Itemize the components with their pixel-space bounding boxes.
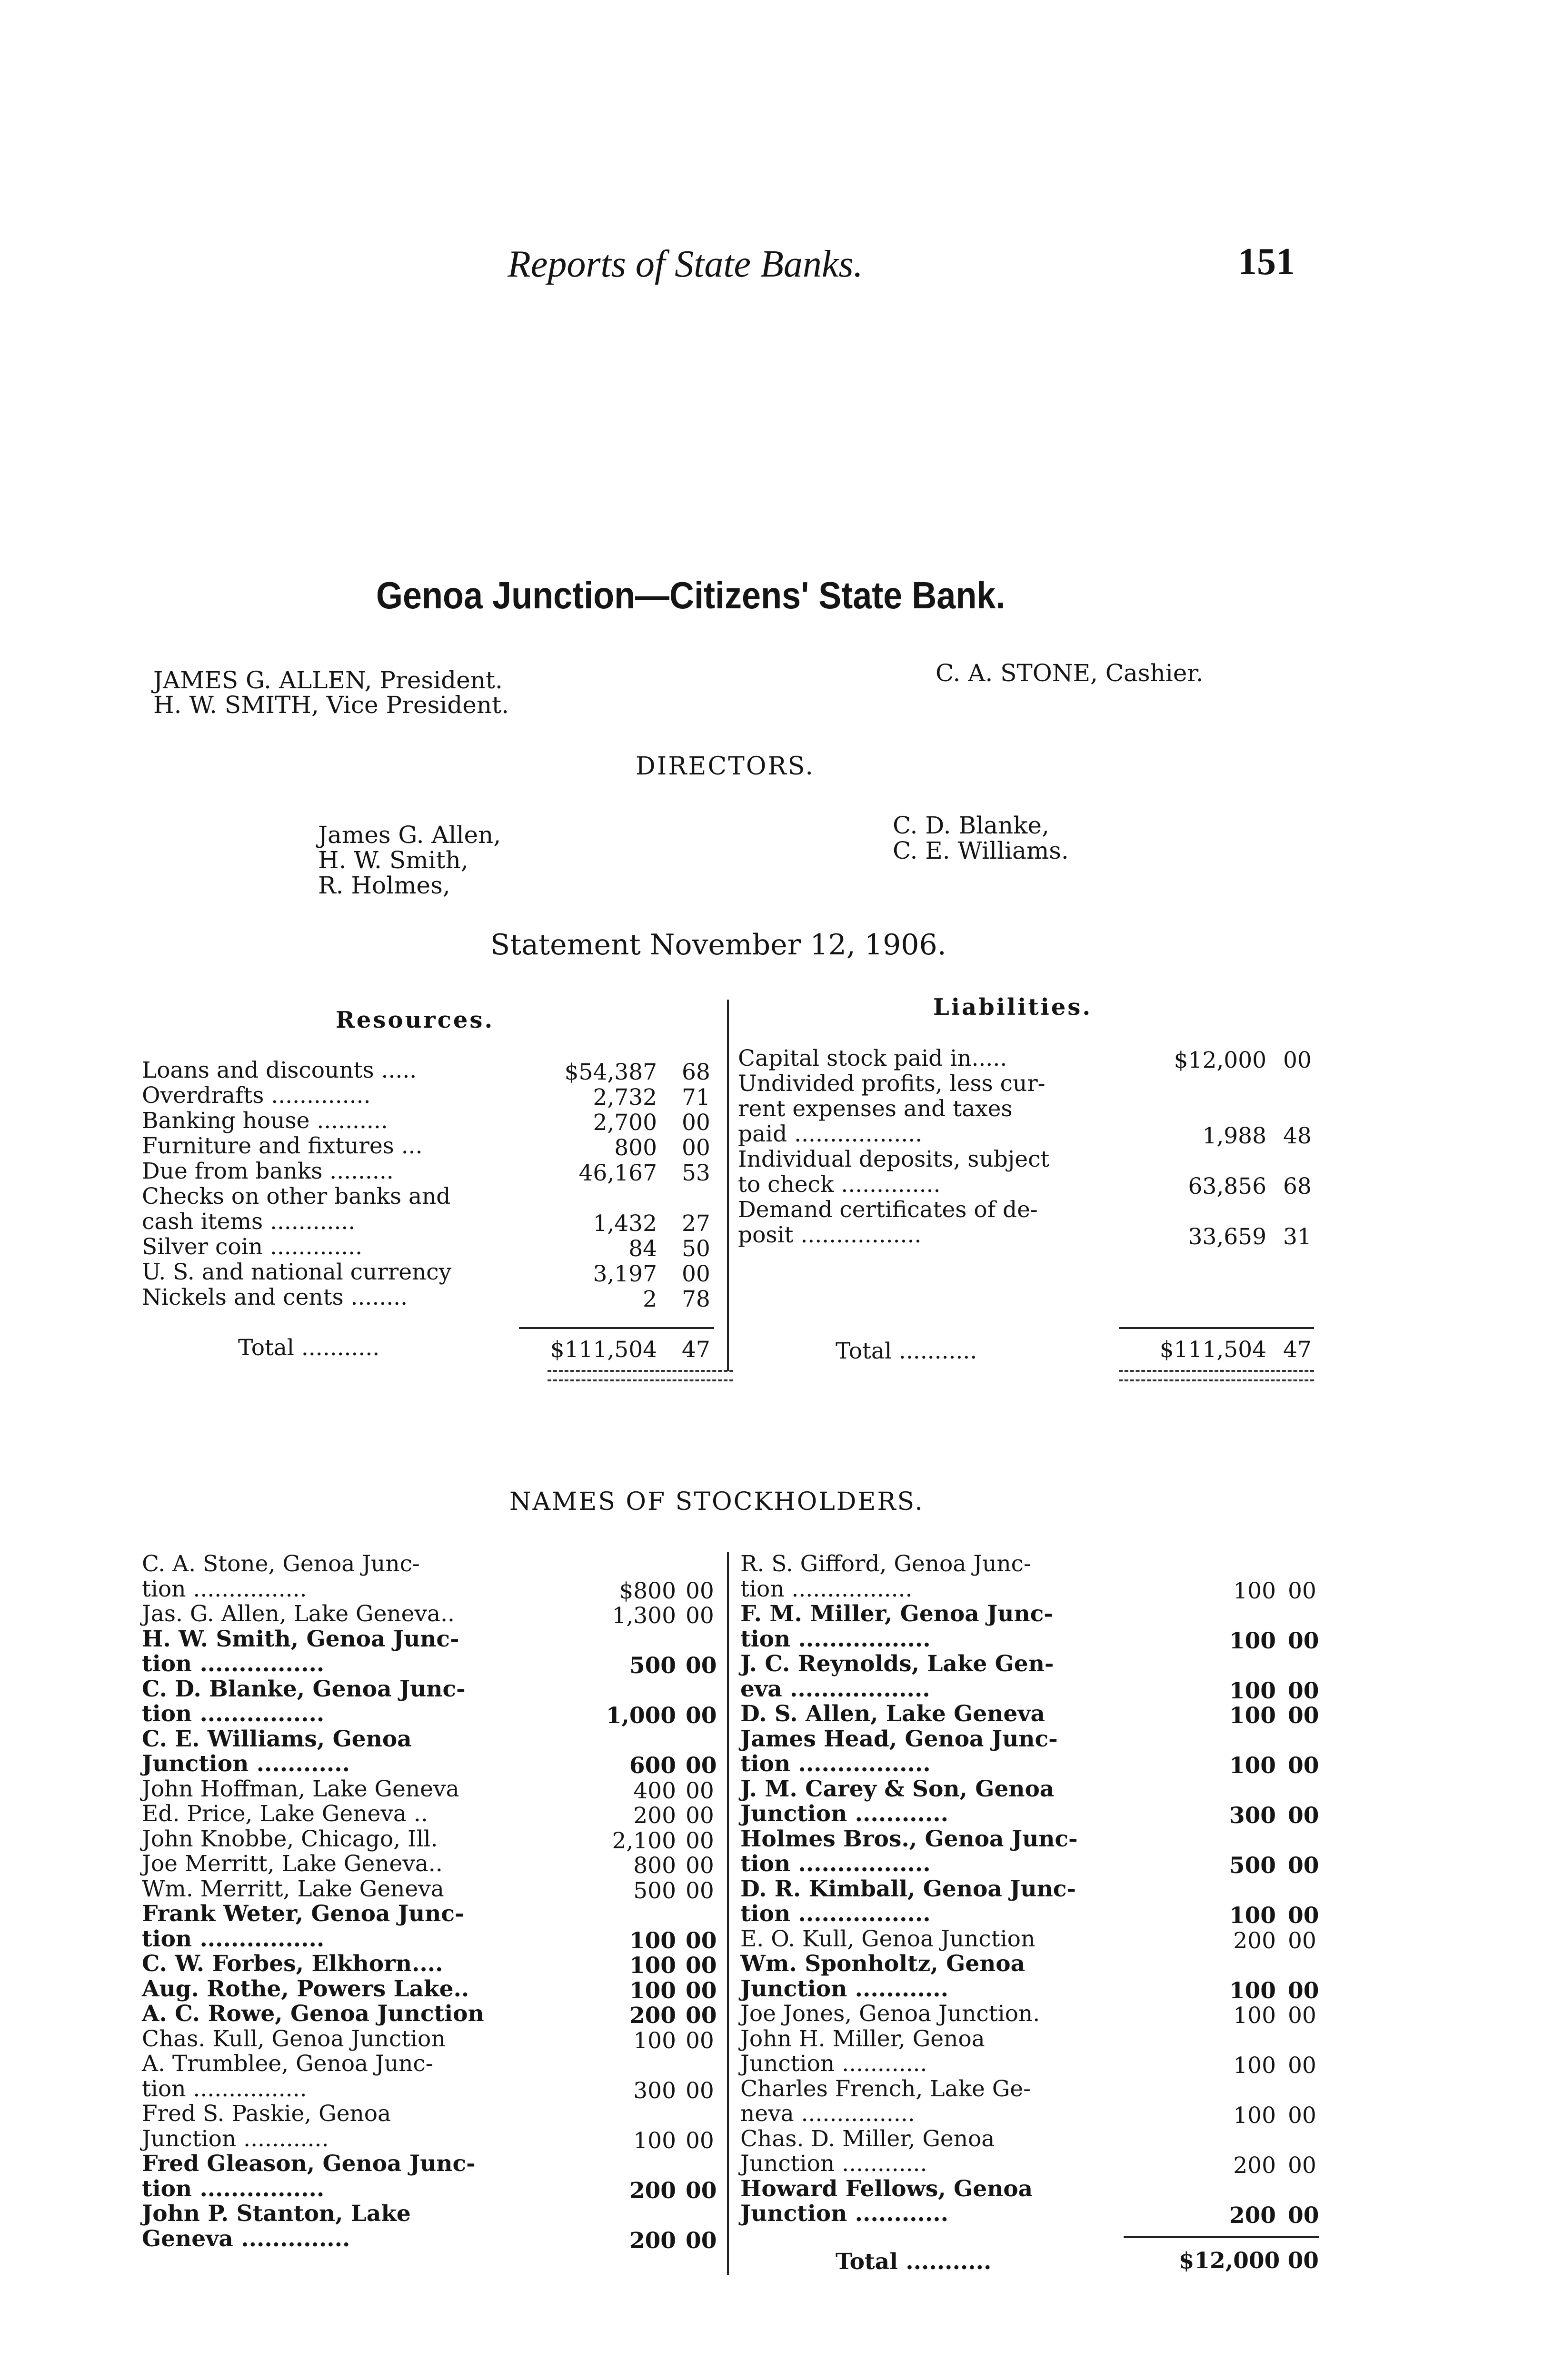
stockholders-heading: NAMES OF STOCKHOLDERS. — [509, 1488, 924, 1516]
stockholder-amount-dollars: 100 — [1233, 2053, 1276, 2079]
stockholder-amount-cents: 00 — [686, 1977, 717, 2004]
resources-row-dollars: 84 — [628, 1236, 657, 1262]
stockholder-amount-dollars: 100 — [1229, 1703, 1276, 1729]
stockholder-amount-dollars: 100 — [1229, 1977, 1276, 2004]
stockholder-name-cont: tion ................ — [142, 1576, 307, 1602]
resources-row-cents: 71 — [682, 1084, 710, 1111]
resources-row-cents: 00 — [682, 1135, 710, 1161]
stockholder-name-cont: tion ................. — [740, 1901, 931, 1927]
stockholder-amount-dollars: 400 — [633, 1777, 676, 1804]
resources-row-dollars: 800 — [614, 1135, 657, 1161]
double-rule — [548, 1370, 733, 1372]
officer-vice-president: H. W. SMITH, Vice President. — [153, 691, 509, 719]
stockholder-amount-cents: 00 — [1288, 1577, 1316, 1604]
stockholder-name: James Head, Genoa Junc- — [740, 1726, 1058, 1752]
liabilities-row-label: posit ................. — [738, 1222, 922, 1248]
stockholder-amount-cents: 00 — [1288, 1903, 1319, 1929]
liabilities-row-label: Individual deposits, subject — [738, 1146, 1050, 1172]
statement-date: Statement November 12, 1906. — [490, 928, 946, 962]
stockholder-name-cont: tion ................ — [142, 1925, 325, 1952]
liabilities-row-cents: 00 — [1283, 1047, 1312, 1073]
liabilities-row-cents: 31 — [1283, 1224, 1312, 1250]
resources-row-dollars: 1,432 — [593, 1210, 657, 1237]
stockholder-amount-dollars: 100 — [1233, 2102, 1276, 2129]
resources-row-dollars: $54,387 — [564, 1059, 657, 1085]
stockholder-amount-dollars: 500 — [629, 1653, 676, 1679]
stockholder-amount-dollars: 500 — [1229, 1853, 1276, 1879]
resources-row-dollars: 3,197 — [593, 1261, 657, 1287]
stockholder-amount-cents: 00 — [686, 1877, 714, 1904]
stockholder-amount-cents: 00 — [686, 2177, 717, 2204]
stockholder-name: H. W. Smith, Genoa Junc- — [142, 1626, 459, 1652]
stockholder-amount-dollars: 100 — [629, 1953, 676, 1979]
stockholder-name: E. O. Kull, Genoa Junction — [740, 1925, 1036, 1952]
resources-row-label: Checks on other banks and — [142, 1183, 451, 1210]
stockholder-amount-cents: 00 — [686, 1953, 717, 1979]
stockholder-name: A. C. Rowe, Genoa Junction — [142, 2001, 484, 2027]
director-name: James G. Allen, — [318, 821, 501, 849]
stockholder-amount-dollars: 100 — [633, 2127, 676, 2154]
stockholder-name: Wm. Merritt, Lake Geneva — [142, 1875, 444, 1902]
column-divider — [727, 1552, 729, 2275]
liabilities-row-cents: 48 — [1283, 1123, 1312, 1149]
stockholder-name: Charles French, Lake Ge- — [740, 2075, 1031, 2102]
stockholder-name: Fred Gleason, Genoa Junc- — [142, 2151, 476, 2177]
stockholder-amount-cents: 00 — [1288, 1677, 1319, 1704]
stockholder-name-cont: Junction ............ — [142, 2125, 329, 2152]
stockholder-name: Chas. Kull, Genoa Junction — [142, 2025, 446, 2052]
stockholder-name-cont: tion ................ — [142, 1701, 325, 1727]
stockholder-name: D. S. Allen, Lake Geneva — [740, 1701, 1045, 1727]
stockholder-name-cont: Junction ............ — [740, 1801, 948, 1827]
stockholder-amount-dollars: 200 — [629, 2227, 676, 2254]
stockholder-name: John P. Stanton, Lake — [142, 2201, 411, 2227]
resources-row-label: Silver coin ............. — [142, 1234, 363, 1260]
stockholder-amount-dollars: 100 — [633, 2027, 676, 2054]
bank-title: Genoa Junction—Citizens' State Bank. — [376, 574, 1006, 616]
resources-total-label: Total ........... — [238, 1335, 380, 1361]
resources-row-cents: 68 — [682, 1059, 710, 1085]
resources-row-dollars: 2,732 — [593, 1084, 657, 1111]
stockholder-amount-dollars: $800 — [619, 1577, 676, 1604]
resources-total-dollars: $111,504 — [550, 1337, 657, 1363]
director-name: C. E. Williams. — [893, 837, 1069, 864]
liabilities-row-dollars: $12,000 — [1174, 1047, 1266, 1073]
stockholder-amount-dollars: 100 — [1229, 1753, 1276, 1779]
stockholder-name: John Hoffman, Lake Geneva — [142, 1775, 459, 1802]
stockholder-amount-cents: 00 — [686, 2003, 717, 2029]
stockholder-amount-cents: 00 — [686, 1803, 714, 1829]
liabilities-row-dollars: 33,659 — [1188, 1224, 1266, 1250]
stockholder-amount-dollars: 1,300 — [612, 1603, 676, 1629]
resources-heading: Resources. — [336, 1007, 495, 1033]
stockholder-amount-dollars: 100 — [1233, 1577, 1276, 1604]
resources-row-cents: 78 — [682, 1286, 710, 1312]
stockholder-name-cont: tion ................ — [142, 2075, 307, 2102]
stockholder-amount-cents: 00 — [686, 1603, 714, 1629]
resources-row-cents: 27 — [682, 1210, 710, 1237]
liabilities-row-label: paid .................. — [738, 1121, 923, 1147]
director-name: C. D. Blanke, — [893, 812, 1049, 839]
stockholder-amount-dollars: 300 — [1229, 1803, 1276, 1829]
resources-row-label: Banking house .......... — [142, 1108, 388, 1134]
stockholder-name: Frank Weter, Genoa Junc- — [142, 1901, 464, 1927]
stockholder-name-cont: Geneva .............. — [142, 2225, 350, 2252]
stockholder-amount-cents: 00 — [1288, 1703, 1319, 1729]
stockholder-amount-dollars: 200 — [1233, 2152, 1276, 2179]
stockholder-name: J. M. Carey & Son, Genoa — [740, 1775, 1055, 1802]
stockholder-amount-cents: 00 — [1288, 1977, 1319, 2004]
stockholder-name: A. Trumblee, Genoa Junc- — [142, 2051, 433, 2077]
stockholder-name-cont: Junction ............ — [740, 1975, 948, 2002]
stockholder-name: Howard Fellows, Genoa — [740, 2175, 1033, 2202]
total-rule — [1124, 2236, 1319, 2238]
stockholder-amount-dollars: 200 — [1229, 2202, 1276, 2229]
stockholder-amount-cents: 00 — [686, 2077, 714, 2104]
stockholder-amount-dollars: 100 — [629, 1927, 676, 1954]
stockholder-name: C. W. Forbes, Elkhorn.... — [142, 1951, 443, 1977]
stockholder-name-cont: tion ................. — [740, 1626, 931, 1652]
resources-total-cents: 47 — [682, 1337, 710, 1363]
stockholder-amount-dollars: 300 — [633, 2077, 676, 2104]
total-rule — [519, 1327, 714, 1329]
resources-row-cents: 00 — [682, 1261, 710, 1287]
resources-row-dollars: 2 — [643, 1286, 657, 1312]
stockholder-name-cont: neva ................ — [740, 2101, 915, 2127]
stockholder-amount-cents: 00 — [686, 2227, 717, 2254]
stockholder-name: Joe Jones, Genoa Junction. — [740, 2001, 1040, 2027]
stockholder-amount-cents: 00 — [1288, 2003, 1316, 2029]
column-divider — [727, 1000, 729, 1371]
stockholder-name: C. E. Williams, Genoa — [142, 1726, 412, 1752]
resources-row-label: Nickels and cents ........ — [142, 1284, 408, 1310]
stockholder-amount-cents: 00 — [1288, 1927, 1316, 1954]
stockholder-name-cont: eva .................. — [740, 1676, 930, 1702]
resources-row-dollars: 46,167 — [578, 1160, 657, 1186]
directors-heading: DIRECTORS. — [636, 752, 815, 781]
resources-row-label: cash items ............ — [142, 1209, 356, 1235]
liabilities-row-label: Demand certificates of de- — [738, 1197, 1038, 1223]
stockholder-name: F. M. Miller, Genoa Junc- — [740, 1601, 1053, 1627]
liabilities-total-cents: 47 — [1283, 1337, 1312, 1363]
liabilities-heading: Liabilities. — [933, 994, 1093, 1021]
stockholder-amount-dollars: 500 — [633, 1877, 676, 1904]
stockholder-name-cont: Junction ............ — [740, 2051, 927, 2077]
stockholder-name: Fred S. Paskie, Genoa — [142, 2101, 391, 2127]
liabilities-row-label: rent expenses and taxes — [738, 1096, 1013, 1122]
total-rule — [1119, 1327, 1314, 1329]
stockholder-name-cont: tion ................. — [740, 1751, 931, 1777]
resources-row-cents: 53 — [682, 1160, 710, 1186]
stockholder-name: Ed. Price, Lake Geneva .. — [142, 1801, 428, 1827]
resources-row-label: Overdrafts .............. — [142, 1082, 371, 1109]
resources-row-label: U. S. and national currency — [142, 1259, 452, 1285]
stockholder-name: John H. Miller, Genoa — [740, 2025, 985, 2052]
stockholder-amount-cents: 00 — [686, 1577, 714, 1604]
officer-cashier: C. A. STONE, Cashier. — [936, 659, 1204, 687]
resources-row-label: Furniture and fixtures ... — [142, 1133, 423, 1159]
double-rule — [1119, 1379, 1314, 1381]
stockholder-amount-cents: 00 — [1288, 1627, 1319, 1654]
stockholder-amount-cents: 00 — [686, 2127, 714, 2154]
stockholder-name: C. D. Blanke, Genoa Junc- — [142, 1676, 466, 1702]
stockholder-amount-dollars: 100 — [1233, 2003, 1276, 2029]
resources-row-cents: 00 — [682, 1110, 710, 1136]
stockholder-name: R. S. Gifford, Genoa Junc- — [740, 1551, 1031, 1577]
liabilities-row-label: Capital stock paid in..... — [738, 1045, 1007, 1071]
stockholder-name: Jas. G. Allen, Lake Geneva.. — [142, 1601, 455, 1627]
liabilities-row-label: to check .............. — [738, 1171, 941, 1198]
liabilities-row-dollars: 63,856 — [1188, 1173, 1266, 1200]
director-name: H. W. Smith, — [318, 846, 468, 874]
stockholder-name-cont: Junction ............ — [740, 2201, 948, 2227]
stockholders-total-label: Total ........... — [836, 2249, 992, 2275]
stockholder-name: Aug. Rothe, Powers Lake.. — [142, 1975, 469, 2002]
stockholder-amount-dollars: 200 — [1233, 1927, 1276, 1954]
stockholder-amount-cents: 00 — [1288, 2152, 1316, 2179]
stockholder-amount-cents: 00 — [686, 1827, 714, 1854]
stockholder-name: J. C. Reynolds, Lake Gen- — [740, 1651, 1054, 1677]
stockholder-amount-dollars: 100 — [1229, 1903, 1276, 1929]
stockholder-amount-cents: 00 — [686, 1703, 717, 1729]
liabilities-row-cents: 68 — [1283, 1173, 1312, 1200]
stockholder-name: Holmes Bros., Genoa Junc- — [740, 1825, 1078, 1852]
stockholder-amount-cents: 00 — [1288, 2102, 1316, 2129]
stockholder-amount-dollars: 2,100 — [612, 1827, 676, 1854]
stockholder-name-cont: tion ................ — [142, 2175, 325, 2202]
liabilities-row-label: Undivided profits, less cur- — [738, 1071, 1046, 1097]
stockholder-amount-dollars: 600 — [629, 1753, 676, 1779]
stockholder-amount-cents: 00 — [1288, 2202, 1319, 2229]
stockholder-amount-dollars: 100 — [1229, 1677, 1276, 1704]
stockholders-total-amount: $12,000 00 — [1178, 2248, 1319, 2274]
liabilities-total-dollars: $111,504 — [1159, 1337, 1266, 1363]
stockholder-amount-dollars: 200 — [629, 2177, 676, 2204]
stockholder-amount-cents: 00 — [1288, 2053, 1316, 2079]
officer-president: JAMES G. ALLEN, President. — [153, 666, 503, 694]
running-title: Reports of State Banks. — [508, 243, 863, 285]
stockholder-amount-dollars: 800 — [633, 1853, 676, 1879]
stockholder-amount-cents: 00 — [1288, 1803, 1319, 1829]
stockholder-name-cont: tion ................. — [740, 1851, 931, 1877]
stockholder-amount-cents: 00 — [686, 1753, 717, 1779]
stockholder-name: C. A. Stone, Genoa Junc- — [142, 1551, 420, 1577]
stockholder-name-cont: tion ................ — [142, 1651, 325, 1677]
stockholder-name-cont: tion ................. — [740, 1576, 913, 1602]
stockholder-amount-dollars: 100 — [1229, 1627, 1276, 1654]
double-rule — [1119, 1370, 1314, 1372]
double-rule — [548, 1379, 733, 1381]
resources-row-cents: 50 — [682, 1236, 710, 1262]
director-name: R. Holmes, — [318, 872, 450, 899]
stockholder-name: Wm. Sponholtz, Genoa — [740, 1951, 1026, 1977]
stockholder-name: Joe Merritt, Lake Geneva.. — [142, 1851, 443, 1877]
resources-row-label: Due from banks ......... — [142, 1158, 394, 1184]
stockholder-amount-cents: 00 — [686, 1653, 717, 1679]
stockholder-amount-cents: 00 — [1288, 1853, 1319, 1879]
stockholder-amount-cents: 00 — [686, 1853, 714, 1879]
page-number: 151 — [1238, 241, 1295, 283]
liabilities-row-dollars: 1,988 — [1202, 1123, 1266, 1149]
stockholder-amount-dollars: 200 — [629, 2003, 676, 2029]
stockholder-amount-cents: 00 — [686, 1777, 714, 1804]
stockholder-amount-dollars: 100 — [629, 1977, 676, 2004]
stockholder-name: Chas. D. Miller, Genoa — [740, 2125, 995, 2152]
stockholder-amount-cents: 00 — [1288, 1753, 1319, 1779]
stockholder-amount-cents: 00 — [686, 1927, 717, 1954]
stockholder-amount-cents: 00 — [686, 2027, 714, 2054]
stockholder-name-cont: Junction ............ — [142, 1751, 350, 1777]
liabilities-total-label: Total ........... — [836, 1338, 977, 1364]
stockholder-amount-dollars: 200 — [633, 1803, 676, 1829]
resources-row-label: Loans and discounts ..... — [142, 1057, 417, 1083]
stockholder-name-cont: Junction ............ — [740, 2151, 927, 2177]
resources-row-dollars: 2,700 — [593, 1110, 657, 1136]
stockholder-name: John Knobbe, Chicago, Ill. — [142, 1825, 438, 1852]
stockholder-name: D. R. Kimball, Genoa Junc- — [740, 1875, 1076, 1902]
stockholder-amount-dollars: 1,000 — [606, 1703, 676, 1729]
